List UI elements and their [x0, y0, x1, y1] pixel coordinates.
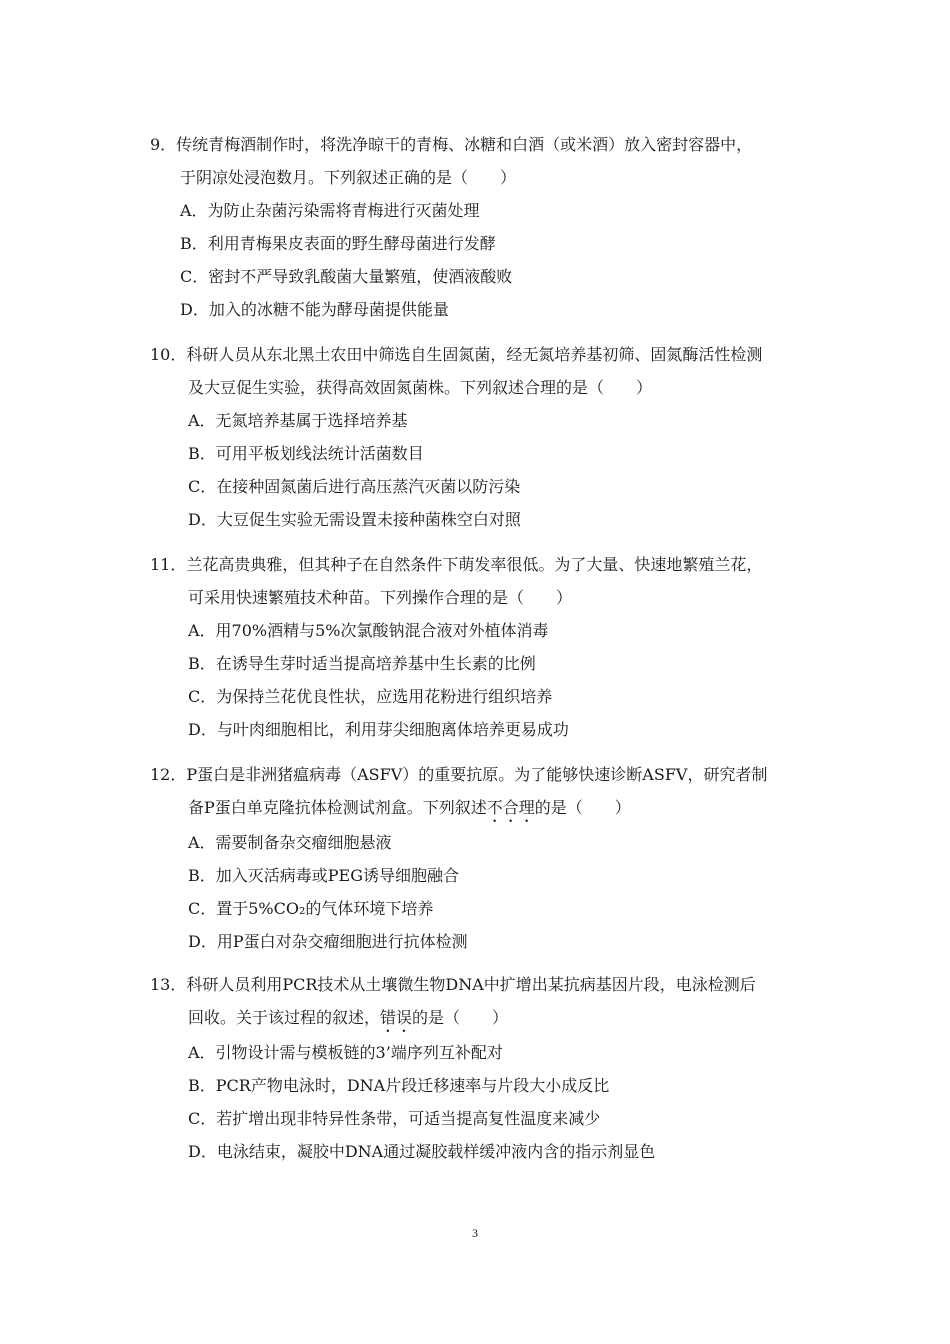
option-d: D．用P蛋白对杂交瘤细胞进行抗体检测 — [188, 932, 468, 951]
question-stem-line1: 12．P蛋白是非洲猪瘟病毒（ASFV）的重要抗原。为了能够快速诊断ASFV，研究者制 — [150, 765, 768, 784]
question-stem-line2 — [150, 1001, 810, 1036]
question-stem-line2: 于阴凉处浸泡数月。下列叙述正确的是（ ） — [180, 168, 517, 187]
question-stem-line2: 可采用快速繁殖技术种苗。下列操作合理的是（ ） — [188, 588, 573, 607]
question-stem-line1: 10．科研人员从东北黑土农田中筛选自生固氮菌，经无氮培养基初筛、固氮酶活性检测 — [150, 345, 763, 364]
option-b: B．PCR产物电泳时，DNA片段迁移速率与片段大小成反比 — [188, 1076, 610, 1095]
question-stem-line2 — [150, 791, 810, 826]
question-stem-line1: 13．科研人员利用PCR技术从土壤微生物DNA中扩增出某抗病基因片段，电泳检测后 — [150, 975, 756, 994]
question-9 — [150, 128, 810, 326]
stem-text-after: 的是（ ） — [412, 1008, 509, 1027]
option-c: C．置于5%CO₂的气体环境下培养 — [188, 899, 434, 918]
emphasized-word: 错误 — [380, 1008, 413, 1027]
option-c: C．在接种固氮菌后进行高压蒸汽灭菌以防污染 — [188, 477, 521, 496]
stem-text-before: 备P蛋白单克隆抗体检测试剂盒。下列叙述 — [188, 798, 487, 817]
question-stem-line1: 11．兰花高贵典雅，但其种子在自然条件下萌发率很低。为了大量、快速地繁殖兰花， — [150, 555, 763, 574]
stem-text-after: 的是（ ） — [534, 798, 631, 817]
option-c: C．若扩增出现非特异性条带，可适当提高复性温度来减少 — [188, 1109, 601, 1128]
page-number: 3 — [472, 1226, 478, 1240]
option-b: B．可用平板划线法统计活菌数目 — [188, 444, 424, 463]
option-a: A．为防止杂菌污染需将青梅进行灭菌处理 — [180, 201, 480, 220]
option-c: C．为保持兰花优良性状，应选用花粉进行组织培养 — [188, 687, 553, 706]
option-d: D．电泳结束，凝胶中DNA通过凝胶载样缓冲液内含的指示剂显色 — [188, 1142, 656, 1161]
option-a: A．无氮培养基属于选择培养基 — [188, 411, 408, 430]
question-11 — [150, 548, 810, 746]
option-a: A．引物设计需与模板链的3’端序列互补配对 — [188, 1043, 503, 1062]
option-c: C．密封不严导致乳酸菌大量繁殖，使酒液酸败 — [180, 267, 513, 286]
question-stem-line2: 及大豆促生实验，获得高效固氮菌株。下列叙述合理的是（ ） — [188, 378, 653, 397]
question-12 — [150, 758, 810, 958]
question-10 — [150, 338, 810, 536]
question-13 — [150, 968, 810, 1168]
emphasized-word: 不合理 — [486, 798, 535, 817]
option-d: D．大豆促生实验无需设置未接种菌株空白对照 — [188, 510, 521, 529]
question-stem-line1: 9．传统青梅酒制作时，将洗净晾干的青梅、冰糖和白酒（或米酒）放入密封容器中， — [150, 135, 753, 154]
option-d: D．加入的冰糖不能为酵母菌提供能量 — [180, 300, 449, 319]
option-d: D．与叶肉细胞相比，利用芽尖细胞离体培养更易成功 — [188, 720, 569, 739]
option-a: A．需要制备杂交瘤细胞悬液 — [188, 833, 392, 852]
option-b: B．加入灭活病毒或PEG诱导细胞融合 — [188, 866, 459, 885]
option-a: A．用70%酒精与5%次氯酸钠混合液对外植体消毒 — [188, 621, 549, 640]
stem-text-before: 回收。关于该过程的叙述， — [188, 1008, 381, 1027]
option-b: B．利用青梅果皮表面的野生酵母菌进行发酵 — [180, 234, 496, 253]
option-b: B．在诱导生芽时适当提高培养基中生长素的比例 — [188, 654, 536, 673]
